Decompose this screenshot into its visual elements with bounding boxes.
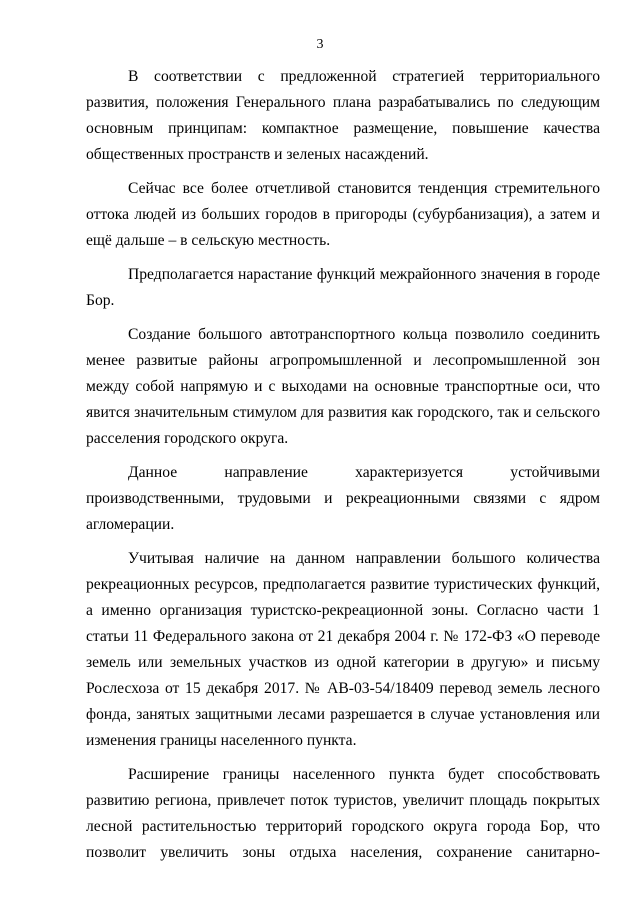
paragraph-recreation: Учитывая наличие на данном направлении большого количества рекреационных ресурсов, предполагается развитие туристических функций, а именно организация туристско-рекреационной зоны. Согласно части 1 статьи 11 Федерального закона от 21 декабря 2004 г. № 172-ФЗ «О переводе земель или земельных участков из одной категории в другую» и письму Рослесхоза от 15 декабря 2017. № АВ-03-54/18409 перевод земель лесного фонда, занятых защитными лесами разрешается в случае установления или изменения границы населенного пункта. bbox=[86, 550, 600, 749]
paragraph-border-expansion: Расширение границы населенного пункта будет способствовать развитию региона, привлечет поток туристов, увеличит площадь покрытых лесной растительностью территорий городского округа города Бор, что позволит увеличить зоны отдыха населения, сохранение санитарно- bbox=[86, 766, 600, 861]
paragraph-strategy: В соответствии с предложенной стратегией территориального развития, положения Генерального плана разрабатывались по следующим основным принципам: компактное размещение, повышение качества общественных пространств и зеленых насаждений. bbox=[86, 68, 600, 163]
page-number: 3 bbox=[316, 37, 324, 52]
paragraph-interdistrict-functions: Предполагается нарастание функций межрайонного значения в городе Бор. bbox=[86, 266, 600, 309]
paragraph-direction: Данное направление характеризуется устойчивыми производственными, трудовыми и рекреационными связями с ядром агломерации. bbox=[86, 464, 600, 533]
text-body bbox=[86, 64, 600, 874]
paragraph-transport-ring: Создание большого автотранспортного кольца позволило соединить менее развитые районы агропромышленной и лесопромышленной зон между собой напрямую и с выходами на основные транспортные оси, что явится значительным стимулом для развития как городского, так и сельского расселения городского округа. bbox=[86, 326, 600, 447]
paragraph-suburbanization: Сейчас все более отчетливой становится тенденция стремительного оттока людей из больших городов в пригороды (субурбанизация), а затем и ещё дальше – в сельскую местность. bbox=[86, 180, 600, 249]
